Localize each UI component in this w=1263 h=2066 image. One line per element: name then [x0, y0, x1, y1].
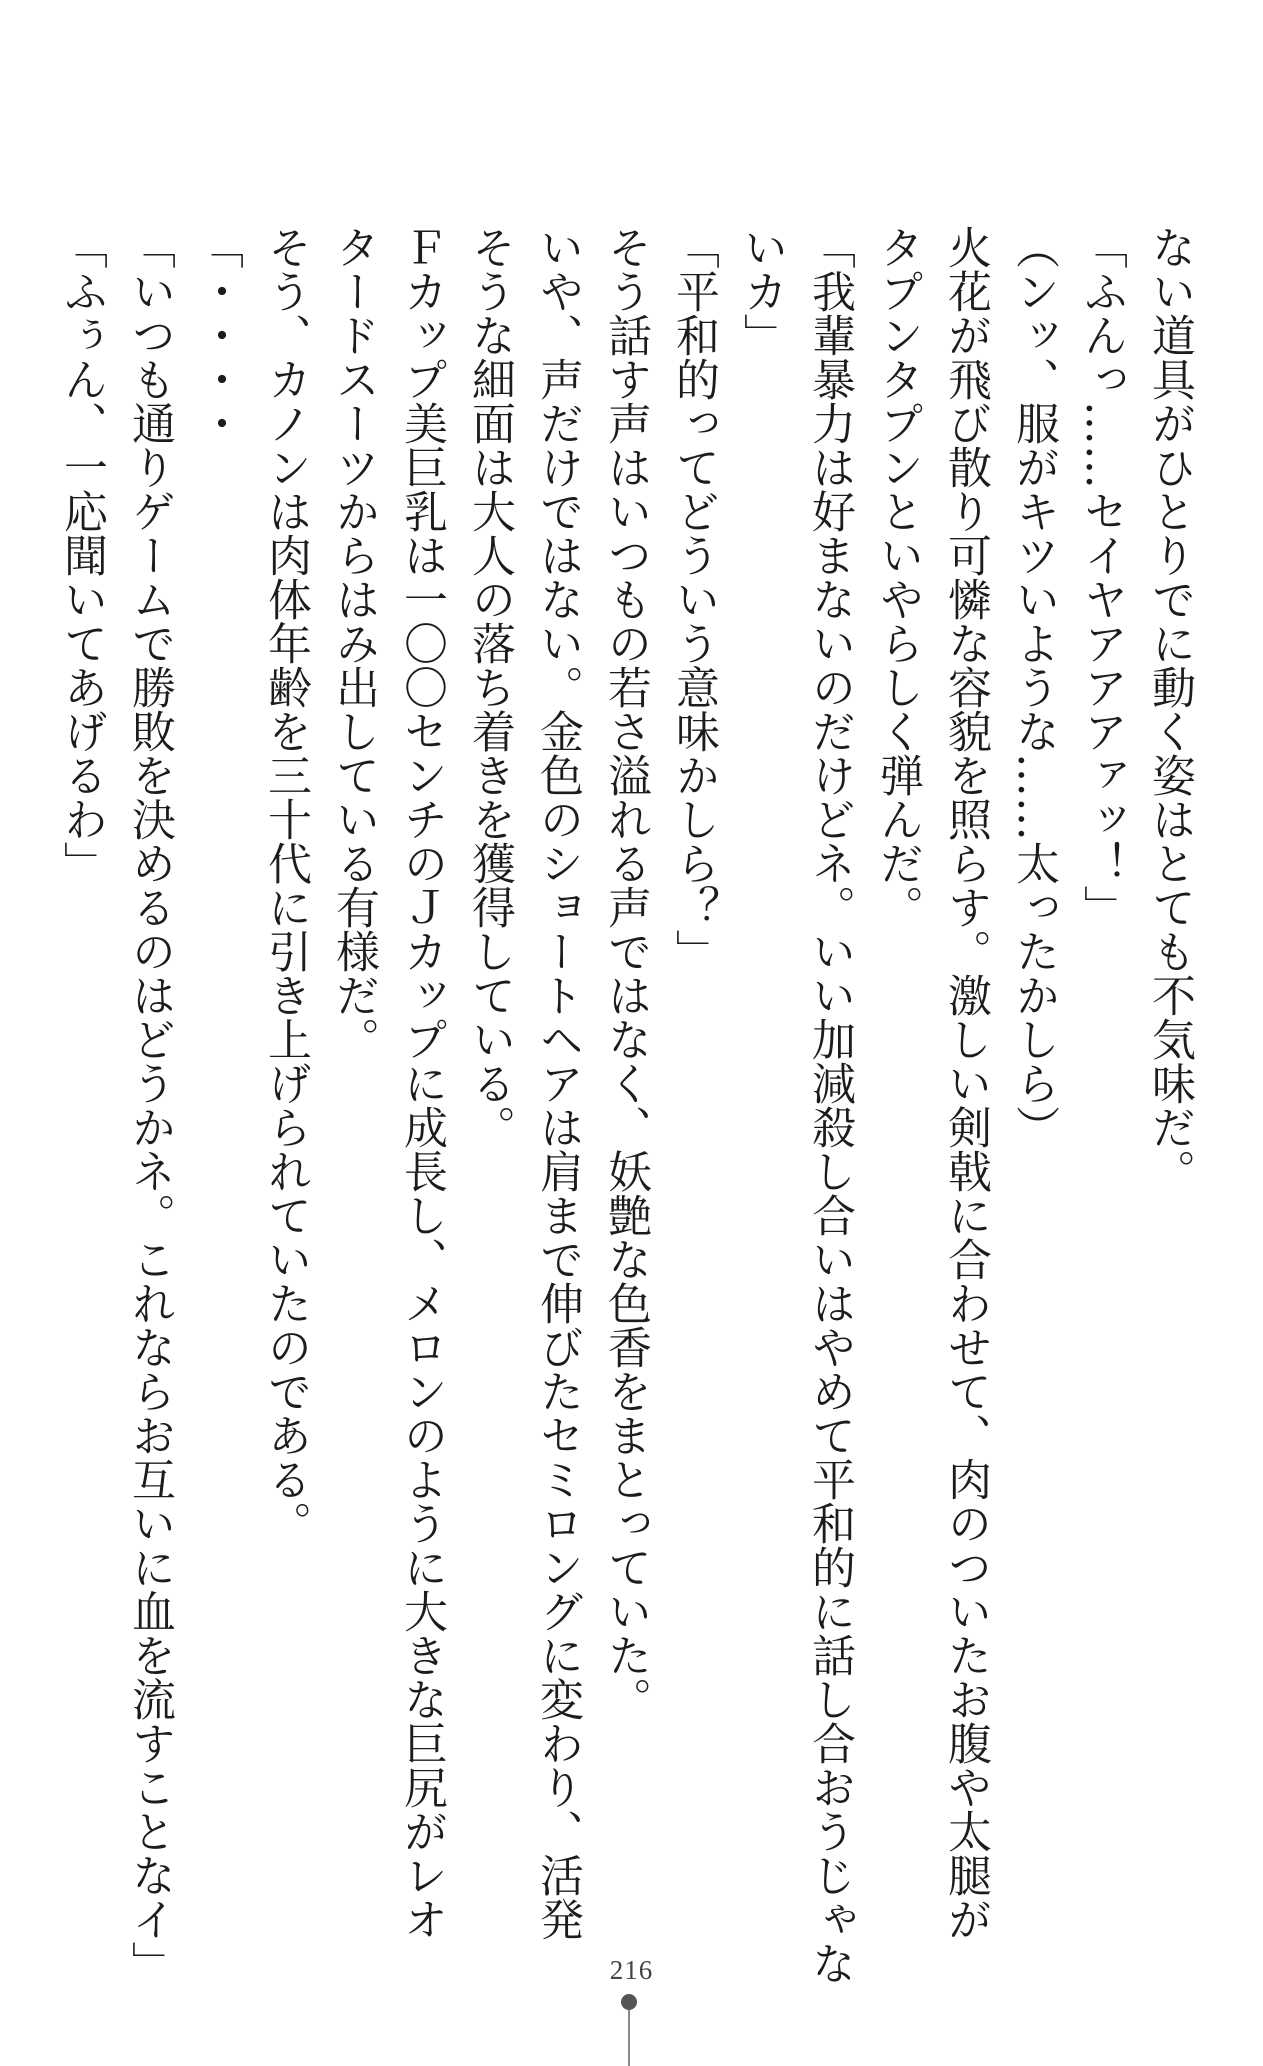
- text-line-14: そう、カノンは肉体年齢を三十代に引き上げられていたのである。: [260, 225, 311, 1545]
- text-line-9: そう話す声はいつもの若さ溢れる声ではなく、妖艶な色香をまとっていた。: [600, 225, 651, 1721]
- text-line-13: タードスーツからはみ出している有様だ。: [328, 225, 379, 1061]
- text-line-11: そうな細面は大人の落ち着きを獲得している。: [464, 225, 515, 1149]
- text-line-3: （ンッ、服がキツいような……太ったかしら）: [1008, 225, 1059, 1149]
- page-marker-line: [628, 2010, 630, 2066]
- text-line-10: いや、声だけではない。金色のショートヘアは肩まで伸びたセミロングに変わり、活発: [532, 225, 583, 1941]
- text-line-6: 「我輩暴力は好まないのだけどネ。いい加減殺し合いはやめて平和的に話し合おうじゃな: [804, 225, 855, 1985]
- text-line-4: 火花が飛び散り可憐な容貌を照らす。激しい剣戟に合わせて、肉のついたお腹や太腿が: [940, 225, 991, 1941]
- text-line-2: 「ふんっ……セイヤアアアァッ！」: [1076, 225, 1127, 929]
- text-line-12: Ｆカップ美巨乳は一〇〇センチのＪカップに成長し、メロンのように大きな巨尻がレオ: [396, 225, 447, 1941]
- text-line-7: いカ」: [736, 225, 787, 357]
- text-line-16: 「いつも通りゲームで勝敗を決めるのはどうかネ。これならお互いに血を流すことなイ」: [124, 225, 175, 1985]
- text-line-1: ない道具がひとりでに動く姿はとても不気味だ。: [1144, 225, 1195, 1193]
- page-number: 216: [609, 1955, 654, 1985]
- text-line-17: 「ふぅん、一応聞いてあげるわ」: [56, 225, 107, 885]
- page-marker-dot: [621, 1994, 637, 2010]
- text-line-5: タプンタプンといやらしく弾んだ。: [872, 225, 923, 929]
- text-line-8: 「平和的ってどういう意味かしら？」: [668, 225, 719, 973]
- text-line-15: 「・・・・: [192, 225, 243, 445]
